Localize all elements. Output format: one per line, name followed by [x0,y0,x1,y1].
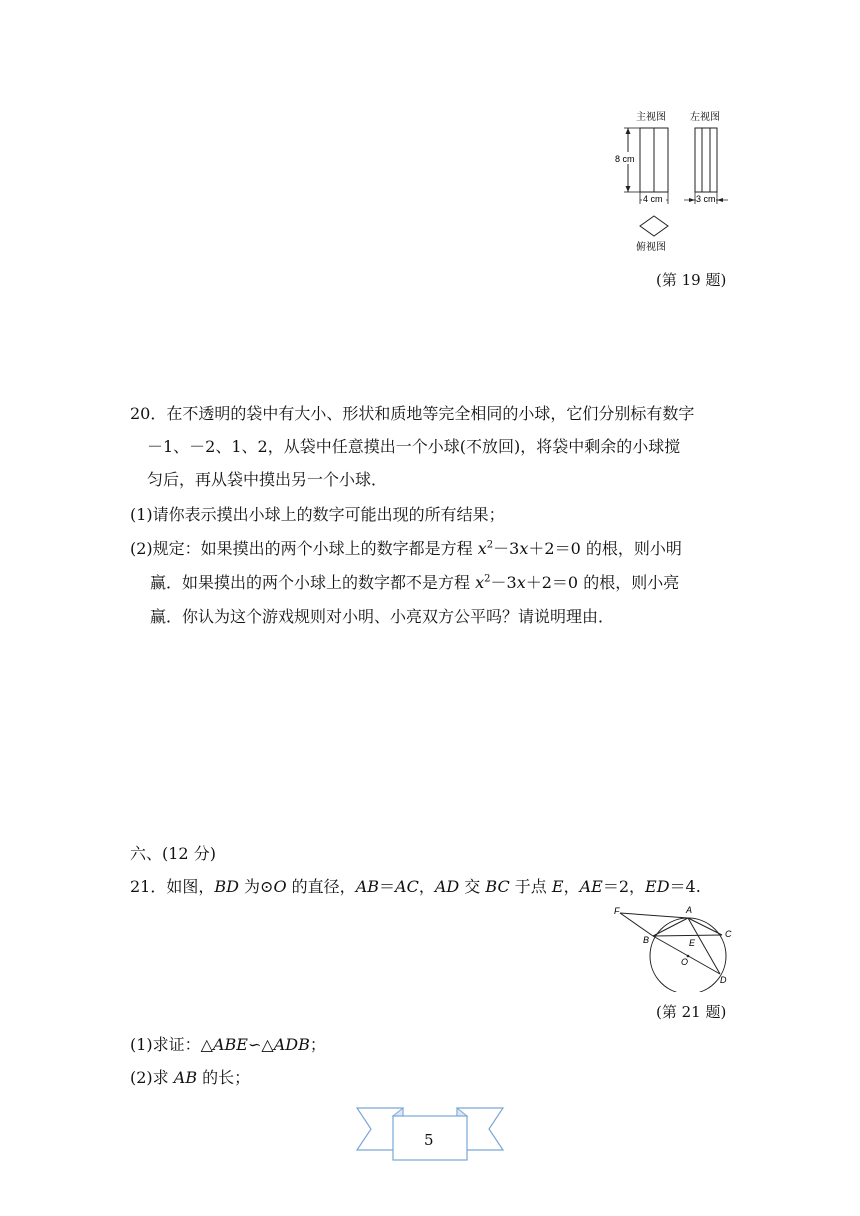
q20-line3: 匀后，再从袋中摸出另一个小球． [147,470,388,489]
label-c: C [725,929,732,939]
top-view-label: 俯视图 [636,242,666,253]
segment-fb [620,913,653,936]
q20-part2-line3: 赢．你认为这个游戏规则对小明、小亮双方公平吗？请说明理由． [150,607,615,626]
label-b: B [643,935,650,945]
figure-21 [606,902,746,992]
segment-bc [653,935,722,936]
left-view-rect [695,128,717,192]
segment-bd [653,936,720,974]
figure-21-caption: (第 21 题) [656,1003,727,1021]
q20-part1: (1)请你表示摸出小球上的数字可能出现的所有结果； [130,505,505,524]
left-width-label: 3 cm [696,194,716,204]
segment-ab [653,918,688,936]
q20-line2: －1、－2、1、2，从袋中任意摸出一个小球(不放回)，将袋中剩余的小球搅 [147,437,681,456]
top-view-rhombus [640,216,668,236]
arrow-down-icon [626,186,631,192]
figure-19-caption: (第 19 题) [656,271,727,289]
q20-part2-line1: (2)规定：如果摸出的两个小球上的数字都是方程 $x^2-3x+2=0$ 的根，则小明 [130,539,682,558]
label-d: D [720,975,727,985]
label-a: A [686,905,693,915]
q20-line1: 20．在不透明的袋中有大小、形状和质地等完全相同的小球，它们分别标有数字 [130,404,695,423]
q21-part1: (1)求证：△ABE∽△ADB； [130,1035,326,1054]
label-f: F [614,906,620,916]
figure-19 [600,100,750,260]
page-number: 5 [424,1131,434,1149]
label-o: O [681,957,689,967]
segment-fa [620,913,688,918]
equation: $x^2-3x+2=0$ [475,573,579,592]
q21-stem: 21．如图，BD 为⊙O 的直径，AB＝AC，AD 交 BC 于点 E，AE＝2，ED＝4. [130,877,701,896]
height-label: 8 cm [615,154,635,164]
q20-part2-line2: 赢．如果摸出的两个小球上的数字都不是方程 $x^2-3x+2=0$ 的根，则小亮 [150,573,680,592]
label-e: E [689,938,696,948]
equation: $x^2-3x+2=0$ [477,539,581,558]
front-width-label: 4 cm [643,194,663,204]
q21-part2: (2)求 AB 的长； [130,1068,251,1087]
arrow-up-icon [626,128,631,134]
section-6-heading: 六、(12 分) [130,844,216,863]
left-view-label: 左视图 [690,112,720,123]
front-view-label: 主视图 [636,112,666,123]
